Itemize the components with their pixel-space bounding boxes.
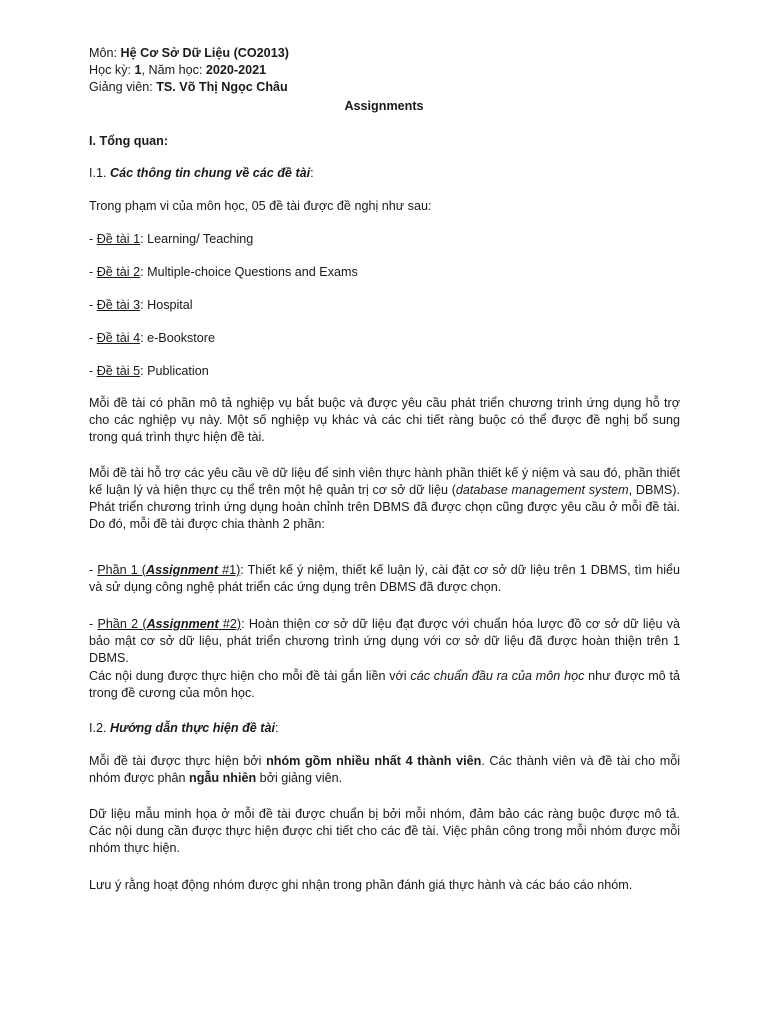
subject-value: Hệ Cơ Sở Dữ Liệu (CO2013) (120, 46, 289, 60)
part-dash: - (89, 617, 98, 631)
intro-paragraph: Trong phạm vi của môn học, 05 đề tài được đề nghị như sau: (89, 199, 432, 213)
paragraph-sample-data: Dữ liệu mẫu minh họa ở mỗi đề tài được chuẩn bị bởi mỗi nhóm, đảm bảo các ràng buộc được mô tả. Các nội dung cần được thực hiện được chi tiết cho các đề tài. Việc phân công trong mỗi nhóm được mỗi nhóm thực hiện. (89, 807, 680, 855)
document-title: Assignments (344, 99, 424, 113)
subject-label: Môn: (89, 46, 121, 60)
part-label (97, 617, 241, 631)
topic-text: : Multiple-choice Questions and Exams (140, 265, 358, 279)
part-2-item (89, 616, 680, 667)
subsection-title: Hướng dẫn thực hiện đề tài (110, 721, 275, 735)
paragraph-text: như được mô tả trong đề cương của môn học. (89, 669, 680, 700)
part-dash: - (89, 563, 98, 577)
topic-label: Đề tài 3 (96, 298, 141, 312)
paragraph-italic: các chuẩn đầu ra của môn học (410, 669, 585, 683)
topic-dash: - (89, 232, 97, 246)
topic-dash: - (89, 331, 97, 345)
lecturer-label: Giảng viên: (89, 80, 157, 94)
paragraph-bold: ngẫu nhiên (189, 771, 257, 785)
paragraph-italic: database management system (455, 483, 629, 497)
topic-text: : Publication (140, 364, 209, 378)
semester-value: 1 (134, 63, 142, 77)
part-number: #1) (218, 563, 241, 577)
subsection-number: I.1. (89, 166, 110, 180)
subsection-heading-1 (89, 165, 680, 182)
paragraph-text: . Các thành viên và đề tài cho mỗi nhóm được phân (89, 754, 681, 785)
paragraph-bold: nhóm gồm nhiều nhất 4 thành viên (266, 754, 482, 768)
topic-text: : e-Bookstore (140, 331, 216, 345)
semester-label: Học kỳ: (89, 63, 135, 77)
paragraph-text: , DBMS). Phát triển chương trình ứng dụng hoàn chỉnh trên DBMS đã được chọn cũng được yêu cầu ở mỗi đề tài. Do đó, mỗi đề tài được chia thành 2 phần: (89, 483, 680, 531)
course-info (89, 45, 680, 96)
paragraph-text: Các nội dung được thực hiện cho mỗi đề tài gắn liền với (89, 669, 411, 683)
topic-label: Đề tài 2 (96, 265, 141, 279)
year-label: , Năm học: (141, 63, 206, 77)
lecturer-line (89, 79, 680, 96)
topic-label: Đề tài 5 (96, 364, 141, 378)
paragraph-text: bởi giảng viên. (256, 771, 343, 785)
topic-text: : Learning/ Teaching (140, 232, 254, 246)
topic-item (89, 264, 680, 281)
paragraph-text: Mỗi đề tài được thực hiện bởi (89, 754, 267, 768)
topic-item (89, 330, 680, 347)
topic-label: Đề tài 4 (96, 331, 141, 345)
subsection-number: I.2. (89, 721, 110, 735)
part-number: #2) (218, 617, 242, 631)
part-label-text: Phần 2 ( (97, 617, 147, 631)
paragraph-requirements: Mỗi đề tài có phần mô tả nghiệp vụ bắt buộc và được yêu cầu phát triển chương trình ứng dụng hỗ trợ cho các nghiệp vụ này. Một số nghiệp vụ khác và các chi tiết ràng buộc có thể được đề nghị bổ sung trong quá trình thực hiện đề tài. (89, 396, 680, 444)
paragraph-data-requirements (89, 465, 680, 533)
subject-line (89, 45, 680, 62)
part-1-item (89, 562, 680, 596)
paragraph-learning-outcomes (89, 668, 680, 702)
topic-item (89, 363, 680, 380)
part-text: : Thiết kế ý niệm, thiết kế luận lý, cài đặt cơ sở dữ liệu trên 1 DBMS, tìm hiểu và sử dụng công nghệ phát triển các ứng dụng trên DBMS đã được chọn. (89, 563, 681, 594)
paragraph-text: Mỗi đề tài hỗ trợ các yêu cầu về dữ liệu để sinh viên thực hành phần thiết kế ý niệm và sau đó, phần thiết kế luận lý và hiện thực cụ thể trên một hệ quản trị cơ sở dữ liệu ( (89, 466, 680, 497)
subsection-colon: : (310, 166, 314, 180)
part-label-text: Phần 1 ( (97, 563, 146, 577)
subsection-heading-2 (89, 720, 680, 737)
subsection-title: Các thông tin chung về các đề tài (110, 166, 311, 180)
topic-label: Đề tài 1 (96, 232, 141, 246)
topic-item (89, 297, 680, 314)
part-assignment: Assignment (145, 563, 219, 577)
topic-dash: - (89, 298, 97, 312)
topic-dash: - (89, 265, 97, 279)
part-assignment: Assignment (146, 617, 219, 631)
part-label (97, 563, 240, 577)
subsection-colon: : (274, 721, 279, 735)
semester-line (89, 62, 680, 79)
paragraph-note: Lưu ý rằng hoạt động nhóm được ghi nhận trong phần đánh giá thực hành và các báo cáo nhóm. (89, 878, 633, 892)
topic-item (89, 231, 680, 248)
year-value: 2020-2021 (205, 63, 267, 77)
topic-text: : Hospital (140, 298, 193, 312)
paragraph-group-info (89, 753, 680, 787)
part-text: : Hoàn thiện cơ sở dữ liệu đạt được với chuẩn hóa lược đồ cơ sở dữ liệu và bảo mật cơ sở dữ liệu, phát triển chương trình ứng dụng với cơ sở dữ liệu đã được hoàn thiện trên 1 DBMS. (89, 617, 681, 665)
lecturer-value: TS. Võ Thị Ngọc Châu (156, 80, 288, 94)
section-heading: I. Tổng quan: (89, 134, 169, 148)
topic-dash: - (89, 364, 97, 378)
